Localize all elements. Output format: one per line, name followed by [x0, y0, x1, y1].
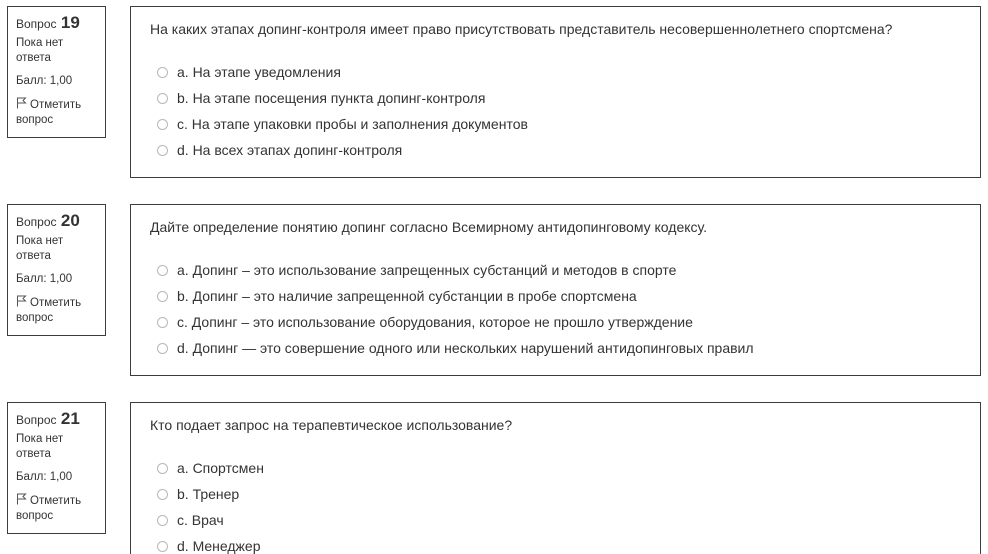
- answer-list: [157, 59, 528, 163]
- answer-list: [157, 257, 754, 361]
- question-text: Кто подает запрос на терапевтическое использование?: [150, 417, 513, 433]
- question-text: На каких этапах допинг-контроля имеет право присутствовать представитель несовершеннолетнего спортсмена?: [150, 21, 893, 37]
- flag-question-label: Отметить вопрос: [16, 297, 82, 324]
- answer-option-c[interactable]: [157, 309, 754, 335]
- radio-unchecked-icon[interactable]: [157, 317, 168, 328]
- flag-question-link[interactable]: [16, 295, 97, 326]
- question-info: [7, 204, 106, 336]
- answer-list: [157, 455, 264, 554]
- radio-unchecked-icon[interactable]: [157, 119, 168, 130]
- radio-unchecked-icon[interactable]: [157, 343, 168, 354]
- answer-option-a[interactable]: [157, 257, 754, 283]
- radio-unchecked-icon[interactable]: [157, 93, 168, 104]
- radio-unchecked-icon[interactable]: [157, 145, 168, 156]
- question-content: [130, 6, 981, 178]
- flag-question-label: Отметить вопрос: [16, 99, 82, 126]
- question-text: Дайте определение понятию допинг согласно Всемирному антидопинговому кодексу.: [150, 219, 708, 235]
- radio-unchecked-icon[interactable]: [157, 541, 168, 552]
- answer-label: a. Допинг – это использование запрещенных субстанций и методов в спорте: [177, 262, 677, 278]
- question-grade: Балл: 1,00: [16, 471, 73, 483]
- question-number-value: 19: [60, 13, 80, 32]
- flag-question-link[interactable]: [16, 97, 97, 128]
- flag-icon: [16, 97, 27, 109]
- question-content: [130, 402, 981, 554]
- answer-option-a[interactable]: [157, 59, 528, 85]
- answer-label: c. На этапе упаковки пробы и заполнения документов: [177, 116, 528, 132]
- answer-option-b[interactable]: [157, 481, 264, 507]
- answer-label: b. На этапе посещения пункта допинг-контроля: [177, 90, 486, 106]
- question-number-value: 21: [60, 409, 80, 428]
- answer-label: d. Допинг — это совершение одного или нескольких нарушений антидопинговых правил: [177, 340, 754, 356]
- answer-option-c[interactable]: [157, 507, 264, 533]
- question-state: Пока нет ответа: [16, 235, 64, 262]
- answer-label: c. Допинг – это использование оборудования, которое не прошло утверждение: [177, 314, 693, 330]
- question-info: [7, 6, 106, 138]
- question-state: Пока нет ответа: [16, 37, 64, 64]
- answer-label: d. Менеджер: [177, 538, 261, 554]
- answer-option-d[interactable]: [157, 335, 754, 361]
- radio-unchecked-icon[interactable]: [157, 67, 168, 78]
- question-label: Вопрос: [16, 215, 57, 229]
- flag-question-label: Отметить вопрос: [16, 495, 82, 522]
- flag-question-link[interactable]: [16, 493, 97, 524]
- answer-label: a. На этапе уведомления: [177, 64, 341, 80]
- question-number: [16, 14, 97, 34]
- answer-option-d[interactable]: [157, 137, 528, 163]
- answer-option-d[interactable]: [157, 533, 264, 554]
- flag-icon: [16, 295, 27, 307]
- answer-label: b. Допинг – это наличие запрещенной субстанции в пробе спортсмена: [177, 288, 637, 304]
- question-number-value: 20: [60, 211, 80, 230]
- question-label: Вопрос: [16, 17, 57, 31]
- flag-icon: [16, 493, 27, 505]
- question-grade: Балл: 1,00: [16, 75, 73, 87]
- answer-label: c. Врач: [177, 512, 224, 528]
- question-label: Вопрос: [16, 413, 57, 427]
- radio-unchecked-icon[interactable]: [157, 463, 168, 474]
- answer-option-a[interactable]: [157, 455, 264, 481]
- question-number: [16, 212, 97, 232]
- radio-unchecked-icon[interactable]: [157, 265, 168, 276]
- question-number: [16, 410, 97, 430]
- radio-unchecked-icon[interactable]: [157, 291, 168, 302]
- radio-unchecked-icon[interactable]: [157, 515, 168, 526]
- answer-option-b[interactable]: [157, 85, 528, 111]
- radio-unchecked-icon[interactable]: [157, 489, 168, 500]
- answer-label: d. На всех этапах допинг-контроля: [177, 142, 403, 158]
- answer-label: a. Спортсмен: [177, 460, 264, 476]
- question-content: [130, 204, 981, 376]
- question-state: Пока нет ответа: [16, 433, 64, 460]
- answer-option-c[interactable]: [157, 111, 528, 137]
- answer-label: b. Тренер: [177, 486, 240, 502]
- question-grade: Балл: 1,00: [16, 273, 73, 285]
- answer-option-b[interactable]: [157, 283, 754, 309]
- question-info: [7, 402, 106, 534]
